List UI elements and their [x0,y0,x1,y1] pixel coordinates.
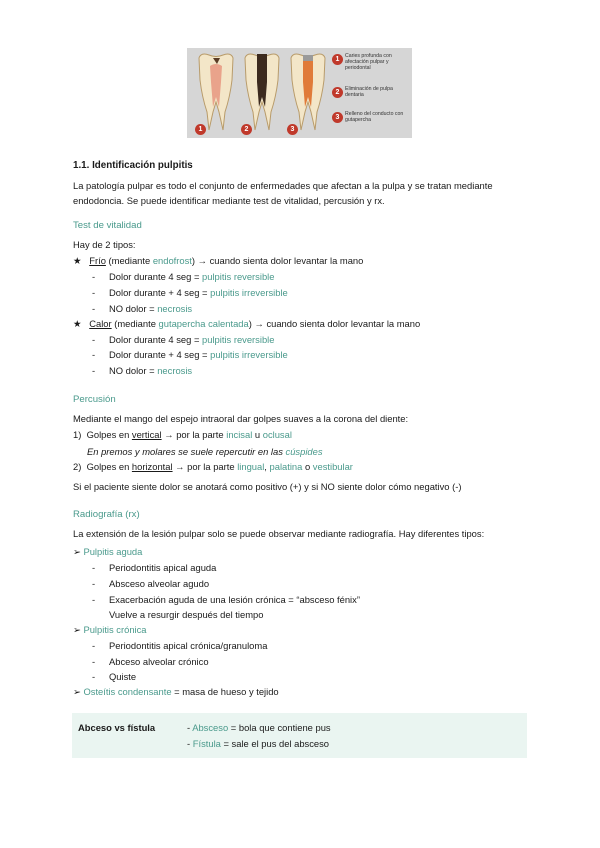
chronic-heading [73,624,147,636]
heat-result-2 [109,349,288,360]
dash-marker: - [92,671,96,682]
heat-result-1-diagnosis: pulpitis reversible [202,334,275,345]
chronic-item-2: Abceso alveolar crónico [109,656,209,667]
figure-number-3: 3 [287,124,298,135]
dash-marker: - [92,271,96,282]
dash-marker: - [92,578,96,589]
row-dash: - [187,738,193,749]
star-item-heat [73,318,420,330]
comparison-box [72,713,527,758]
caption-number-3: 3 [332,112,343,123]
dash-marker: - [92,365,96,376]
cold-result-2-diagnosis: pulpitis irreversible [210,287,288,298]
arrow-icon: ➢ [73,546,81,557]
acute-item-2: Absceso alveolar agudo [109,578,210,589]
item-number: 1) [73,429,82,440]
intro-line-2: endodoncia. Se puede identificar mediante test de vitalidad, percusión y rx. [73,195,385,206]
fistula-term: Fístula [192,738,221,749]
chronic-title: Pulpitis crónica [83,624,147,635]
vestibular-term: vestibular [312,461,353,472]
radiography-intro: La extensión de la lesión pulpar solo se puede observar mediante radiografía. Hay diferentes tipos: [73,528,485,539]
row-dash: - [187,722,193,733]
osteitis-line [73,686,279,698]
cold-pre: (mediante [105,255,153,266]
absceso-term: Absceso [192,722,229,733]
star-icon: ★ [73,255,82,266]
heat-result-1 [109,334,274,345]
vertical-label: vertical [131,429,162,440]
item-2-or: o [302,461,313,472]
incisal-term: incisal [226,429,253,440]
heat-result-2-text: Dolor durante + 4 seg = [109,349,211,360]
dash-marker: - [92,562,96,573]
percussion-item-1 [73,429,292,440]
fistula-definition: = sale el pus del absceso [220,738,330,749]
acute-item-3-continuation: Vuelve a resurgir después del tiempo [109,609,264,620]
vitality-title: Test de vitalidad [73,220,142,231]
percussion-note [87,446,323,457]
dash-marker: - [92,287,96,298]
acute-item-3: Exacerbación aguda de una lesión crónica = “absceso fénix” [109,594,360,605]
oclusal-term: oclusal [262,429,292,440]
dash-marker: - [92,334,96,345]
item-2-comma: , [264,461,270,472]
cold-result-1 [109,271,274,282]
heat-result-3-diagnosis: necrosis [157,365,193,376]
heat-result-1-text: Dolor durante 4 seg = [109,334,203,345]
star-icon: ★ [73,318,82,329]
cold-result-1-diagnosis: pulpitis reversible [202,271,275,282]
item-1-pre: Golpes en [86,429,132,440]
cold-result-3-diagnosis: necrosis [157,303,193,314]
heat-label: Calor [89,318,112,329]
palatina-term: palatina [269,461,303,472]
dash-marker: - [92,594,96,605]
comparison-row-2 [187,738,329,749]
item-1-and: u [252,429,263,440]
horizontal-label: horizontal [131,461,173,472]
figure-number-1: 1 [195,124,206,135]
caption-number-1: 1 [332,54,343,65]
chronic-item-1: Periodontitis apical crónica/granuloma [109,640,268,651]
item-2-mid: → por la parte [172,461,238,472]
chronic-item-3: Quiste [109,671,137,682]
acute-item-1: Periodontitis apical aguda [109,562,217,573]
arrow-icon: ➢ [73,624,81,635]
tooth-figure [187,48,412,138]
percussion-title: Percusión [73,394,116,405]
caption-2: Eliminación de pulpa dentaria [345,86,393,99]
acute-title: Pulpitis aguda [83,546,143,557]
acute-heading [73,546,142,558]
percussion-intro: Mediante el mango del espejo intraoral dar golpes suaves a la corona del diente: [73,413,409,424]
star-item-cold [73,255,363,267]
cold-result-3 [109,303,192,314]
intro-line-1: La patología pulpar es todo el conjunto de enfermedades que afectan a la pulpa y se tratan mediante [73,180,493,191]
absceso-definition: = bola que contiene pus [228,722,331,733]
item-1-mid: → por la parte [161,429,227,440]
caption-3: Relleno del conducto con gutapercha [345,111,404,124]
heat-result-2-diagnosis: pulpitis irreversible [210,349,288,360]
dash-marker: - [92,303,96,314]
cold-method: endofrost [152,255,192,266]
section-heading: 1.1. Identificación pulpitis [73,160,193,171]
tooth-illustration-1 [195,52,237,134]
tooth-illustration-3 [287,52,329,134]
caption-number-2: 2 [332,87,343,98]
vitality-types: Hay de 2 tipos: [73,239,136,250]
tooth-illustration-2 [241,52,283,134]
percussion-item-2 [73,461,353,472]
heat-result-3 [109,365,192,376]
percussion-closing: Si el paciente siente dolor se anotará como positivo (+) y si NO siente dolor cómo negativo (-) [73,481,462,492]
dash-marker: - [92,640,96,651]
figure-number-2: 2 [241,124,252,135]
heat-pre: (mediante [111,318,159,329]
osteitis-term: Osteítis condensante [83,686,172,697]
comparison-row-1 [187,722,331,733]
cold-result-3-text: NO dolor = [109,303,158,314]
dash-marker: - [92,656,96,667]
cold-label: Frío [89,255,106,266]
heat-post: ) → cuando sienta dolor levantar la mano [248,318,421,329]
radiography-title: Radiografía (rx) [73,509,140,520]
cold-result-2-text: Dolor durante + 4 seg = [109,287,211,298]
heat-result-3-text: NO dolor = [109,365,158,376]
cold-result-1-text: Dolor durante 4 seg = [109,271,203,282]
osteitis-definition: = masa de hueso y tejido [171,686,279,697]
lingual-term: lingual [237,461,265,472]
heat-method: gutapercha calentada [158,318,249,329]
cold-result-2 [109,287,288,298]
cuspides-term: cúspides [285,446,323,457]
arrow-icon: ➢ [73,686,81,697]
dash-marker: - [92,349,96,360]
note-text: En premos y molares se suele repercutir en las [87,446,286,457]
comparison-label: Abceso vs fístula [78,722,156,733]
item-2-pre: Golpes en [86,461,132,472]
caption-1: Caries profunda con afectación pulpar y periodontal [345,53,392,72]
cold-post: ) → cuando sienta dolor levantar la mano [191,255,364,266]
item-number: 2) [73,461,82,472]
